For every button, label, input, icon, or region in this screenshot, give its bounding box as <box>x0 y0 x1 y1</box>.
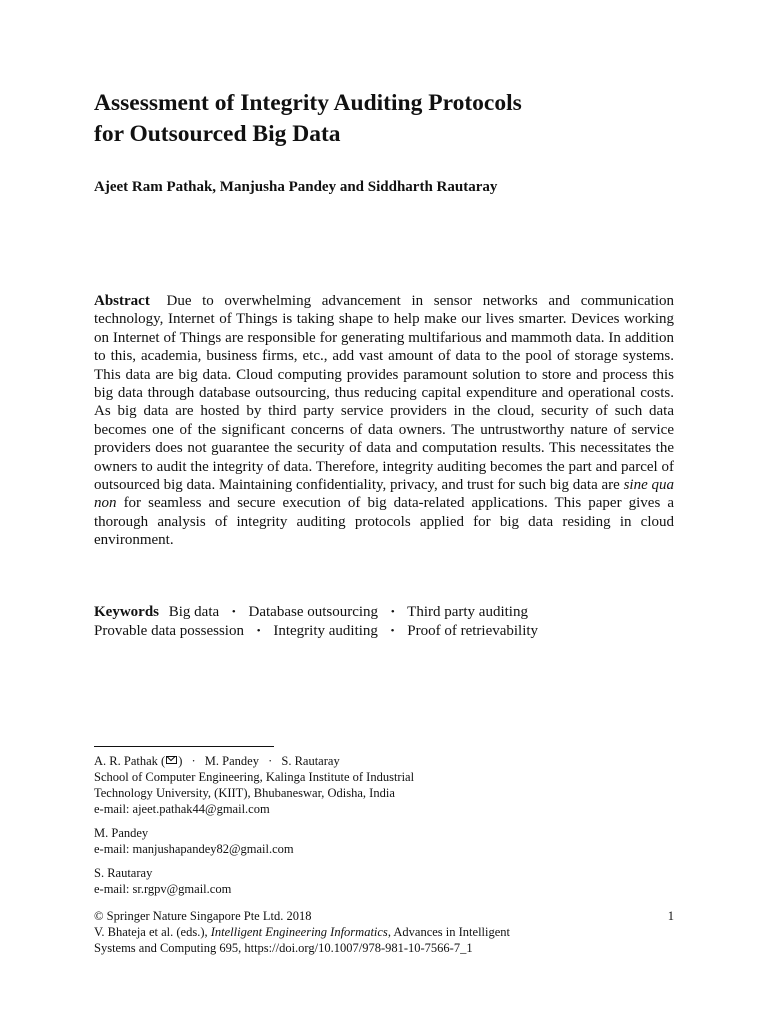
school-line-2: Technology University, (KIIT), Bhubaneswar, Odisha, India <box>94 786 395 800</box>
affiliation-block-main <box>94 753 694 817</box>
envelope-icon <box>166 756 177 764</box>
email-pandey: e-mail: manjushapandey82@gmail.com <box>94 842 294 856</box>
email-rautaray: e-mail: sr.rgpv@gmail.com <box>94 882 232 896</box>
author-name-rautaray: S. Rautaray <box>281 754 340 768</box>
keyword-bullet-icon: • <box>390 624 395 637</box>
series-name: , Advances in Intelligent <box>387 925 511 939</box>
keywords-section <box>94 603 694 640</box>
abstract-text-part-1: Due to overwhelming advancement in sensor networks and communication technology, Internet of Things is taking shape to help make our lives smarter. Devices working on Internet of Things are responsible for generating multifarious and mammoth data. In addition to this, academia, business firms, etc., add vast amount of data to the pool of storage systems. This data are big data. Cloud computing provides paramount solution to store and process this big data through database outsourcing, thus reducing capital expenditure and operational costs. As big data are hosted by third party service providers in the cloud, security of such data becomes one of the significant concerns of data owners. The untrustworthy nature of service providers does not guarantee the security of data and computation results. This necessitates the owners to audit the integrity of data. Therefore, integrity auditing becomes the part and parcel of outsourced big data. Maintaining confidentiality, privacy, and trust for such big data are <box>94 293 675 494</box>
paren-close: ) <box>178 754 183 768</box>
copyright-line: © Springer Nature Singapore Pte Ltd. 2018 <box>94 909 312 923</box>
abstract <box>94 292 674 550</box>
paper-title <box>94 88 694 150</box>
keyword-item: Big data <box>168 604 220 620</box>
pandey-name: M. Pandey <box>94 826 149 840</box>
keywords-line-1 <box>94 603 694 622</box>
keyword-item: Proof of retrievability <box>407 622 539 639</box>
keyword-item: Third party auditing <box>407 604 528 620</box>
keywords-label: Keywords <box>94 604 159 620</box>
affiliation-header <box>94 753 694 769</box>
keyword-item: Provable data possession <box>94 622 244 639</box>
author-name-pandey: M. Pandey <box>204 754 259 768</box>
paper-title-line-1: Assessment of Integrity Auditing Protocols <box>94 90 522 116</box>
name-separator: · <box>191 754 196 768</box>
affiliations <box>94 753 694 905</box>
rautaray-name: S. Rautaray <box>94 866 153 880</box>
affiliation-block-rautaray <box>94 865 694 897</box>
keyword-bullet-icon: • <box>256 624 261 637</box>
school-line-1: School of Computer Engineering, Kalinga Institute of Industrial <box>94 770 415 784</box>
book-title: Intelligent Engineering Informatics <box>210 925 388 939</box>
name-separator: · <box>268 754 273 768</box>
abstract-label: Abstract <box>94 293 150 309</box>
abstract-italic-phrase: sine qua non <box>94 477 674 512</box>
page-number: 1 <box>667 909 674 923</box>
keyword-bullet-icon: • <box>231 606 236 618</box>
paper-title-line-2: for Outsourced Big Data <box>94 121 341 147</box>
abstract-text-part-2: for seamless and secure execution of big data-related applications. This paper gives a thorough analysis of integrity auditing protocols applied for big data residing in cloud environment. <box>94 495 674 549</box>
citation-line-2: Systems and Computing 695, https://doi.org/10.1007/978-981-10-7566-7_1 <box>94 941 473 955</box>
author-list: Ajeet Ram Pathak, Manjusha Pandey and Siddharth Rautaray <box>94 179 498 195</box>
keywords-line-2 <box>94 622 694 641</box>
author-name-pathak: A. R. Pathak ( <box>94 754 166 768</box>
affiliation-block-pandey <box>94 825 694 857</box>
footnote-divider <box>94 746 274 747</box>
email-pathak: e-mail: ajeet.pathak44@gmail.com <box>94 802 270 816</box>
citation-line-1 <box>94 924 674 940</box>
keyword-item: Integrity auditing <box>273 622 378 639</box>
keyword-item: Database outsourcing <box>248 604 379 620</box>
publication-footer <box>94 908 674 956</box>
editors: V. Bhateja et al. (eds.), <box>94 925 208 939</box>
keyword-bullet-icon: • <box>390 606 395 618</box>
